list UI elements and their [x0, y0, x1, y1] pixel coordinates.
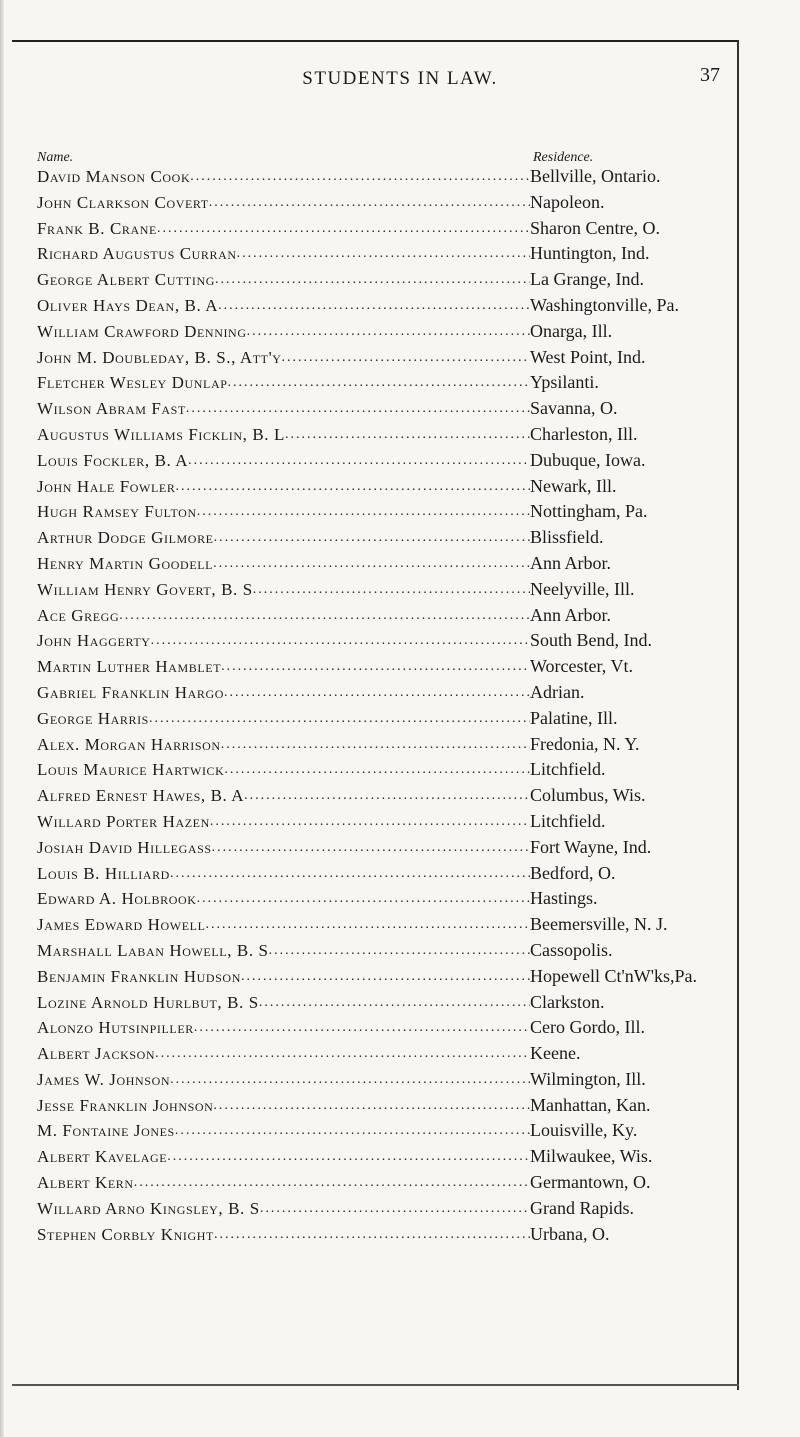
dot-leader	[247, 319, 530, 345]
student-residence: Worcester, Vt.	[530, 656, 633, 677]
dot-leader	[228, 370, 531, 396]
list-item	[37, 319, 757, 345]
student-name-cell	[37, 1170, 530, 1196]
dot-leader	[157, 216, 530, 242]
student-name: Louis Maurice Hartwick	[37, 760, 225, 780]
student-name-cell	[37, 267, 530, 293]
list-item	[37, 964, 757, 990]
student-residence: Litchfield.	[530, 810, 606, 831]
list-item	[37, 938, 757, 964]
student-residence: Ann Arbor.	[530, 552, 611, 573]
student-residence: Keene.	[530, 1043, 581, 1064]
list-item	[37, 757, 757, 783]
dot-leader	[134, 1170, 530, 1196]
list-item	[37, 912, 757, 938]
dot-leader	[214, 1222, 530, 1248]
list-item	[37, 396, 757, 422]
student-name-cell	[37, 809, 530, 835]
student-name-cell	[37, 680, 530, 706]
column-header-residence: Residence.	[533, 150, 594, 165]
student-name-cell	[37, 886, 530, 912]
list-item	[37, 783, 757, 809]
student-name: Marshall Laban Howell, B. S	[37, 940, 269, 960]
dot-leader	[269, 938, 530, 964]
list-item	[37, 499, 757, 525]
student-name-cell	[37, 990, 530, 1016]
list-item	[37, 1118, 757, 1144]
student-name-cell	[37, 757, 530, 783]
list-item	[37, 164, 757, 190]
student-name: Louis B. Hilliard	[37, 863, 170, 883]
dot-leader	[213, 551, 530, 577]
student-name-cell	[37, 964, 530, 990]
dot-leader	[215, 267, 530, 293]
student-name: Ace Gregg	[37, 605, 120, 625]
student-residence: Savanna, O.	[530, 398, 618, 419]
dot-leader	[221, 654, 530, 680]
list-item	[37, 216, 757, 242]
dot-leader	[190, 164, 530, 190]
student-name: Alonzo Hutsinpiller	[37, 1018, 194, 1038]
student-name: William Henry Govert, B. S	[37, 579, 253, 599]
running-head: STUDENTS IN LAW.	[302, 68, 498, 89]
student-residence: Charleston, Ill.	[530, 423, 638, 444]
student-name-cell	[37, 938, 530, 964]
list-item	[37, 422, 757, 448]
student-residence: Bellville, Ontario.	[530, 166, 661, 186]
student-residence: Blissfield.	[530, 527, 604, 548]
student-residence: Fredonia, N. Y.	[530, 733, 640, 754]
student-residence: Nottingham, Pa.	[530, 501, 648, 522]
student-name: Augustus Williams Ficklin, B. L	[37, 424, 285, 444]
dot-leader	[170, 1067, 530, 1093]
student-residence: Litchfield.	[530, 759, 606, 780]
list-item	[37, 1196, 757, 1222]
student-name-cell	[37, 345, 530, 371]
list-item	[37, 861, 757, 887]
dot-leader	[259, 990, 530, 1016]
dot-leader	[197, 886, 530, 912]
student-residence: West Point, Ind.	[530, 346, 646, 367]
dot-leader	[237, 241, 530, 267]
student-residence: Palatine, Ill.	[530, 707, 618, 728]
student-residence: Urbana, O.	[530, 1223, 610, 1244]
student-name: David Manson Cook	[37, 167, 191, 186]
student-residence: Milwaukee, Wis.	[530, 1146, 653, 1167]
student-name-cell	[37, 1118, 530, 1144]
student-name: Josiah David Hillegass	[37, 837, 212, 857]
student-residence: Grand Rapids.	[530, 1197, 634, 1218]
dot-leader	[241, 964, 530, 990]
student-name-cell	[37, 912, 530, 938]
list-item	[37, 525, 757, 551]
student-residence: Onarga, Ill.	[530, 320, 613, 341]
list-item	[37, 706, 757, 732]
student-name-cell	[37, 654, 530, 680]
dot-leader	[167, 1144, 530, 1170]
student-residence: Hopewell Ct'nW'ks,Pa.	[530, 965, 697, 986]
dot-leader	[218, 293, 530, 319]
student-residence: Adrian.	[530, 681, 585, 702]
list-item	[37, 1222, 757, 1248]
student-name-cell	[37, 448, 530, 474]
student-name-cell	[37, 861, 530, 887]
dot-leader	[210, 809, 530, 835]
student-name: John M. Doubleday, B. S., Att'y	[37, 347, 282, 367]
student-name-cell	[37, 1015, 530, 1041]
student-name: William Crawford Denning	[37, 321, 247, 341]
dot-leader	[151, 628, 530, 654]
student-name: Martin Luther Hamblet	[37, 657, 222, 677]
dot-leader	[175, 474, 530, 500]
student-name-cell	[37, 319, 530, 345]
list-item	[37, 1067, 757, 1093]
student-residence: Napoleon.	[530, 191, 605, 212]
student-residence: Louisville, Ky.	[530, 1120, 638, 1141]
bottom-rule	[12, 1384, 739, 1386]
student-name: Edward A. Holbrook	[37, 889, 197, 909]
list-item	[37, 809, 757, 835]
student-name: Gabriel Franklin Hargo	[37, 682, 225, 702]
dot-leader	[186, 396, 530, 422]
student-residence: Newark, Ill.	[530, 475, 617, 496]
list-item	[37, 345, 757, 371]
student-name-cell	[37, 1041, 530, 1067]
dot-leader	[282, 345, 530, 371]
student-name: Lozine Arnold Hurlbut, B. S	[37, 992, 259, 1012]
student-name: Benjamin Franklin Hudson	[37, 966, 241, 986]
student-name-cell	[37, 1222, 530, 1248]
student-name-cell	[37, 216, 530, 242]
student-residence: Beemersville, N. J.	[530, 914, 668, 935]
student-residence: Ann Arbor.	[530, 604, 611, 625]
student-name-cell	[37, 835, 530, 861]
student-name: Fletcher Wesley Dunlap	[37, 373, 228, 393]
column-header-name: Name.	[37, 150, 74, 165]
student-name: Jesse Franklin Johnson	[37, 1095, 214, 1115]
list-item	[37, 1015, 757, 1041]
student-name-cell	[37, 732, 530, 758]
student-name-cell	[37, 577, 530, 603]
student-name: Louis Fockler, B. A	[37, 450, 189, 470]
dot-leader	[224, 757, 530, 783]
student-name: M. Fontaine Jones	[37, 1121, 175, 1141]
dot-leader	[206, 912, 531, 938]
student-name-cell	[37, 499, 530, 525]
list-item	[37, 886, 757, 912]
list-item	[37, 680, 757, 706]
student-residence: Sharon Centre, O.	[530, 217, 660, 238]
student-name: Frank B. Crane	[37, 218, 157, 238]
list-item	[37, 603, 757, 629]
student-name: Henry Martin Goodell	[37, 553, 214, 573]
list-item	[37, 732, 757, 758]
student-name-cell	[37, 370, 530, 396]
page-edge	[0, 0, 4, 1437]
dot-leader	[214, 525, 530, 551]
dot-leader	[197, 499, 530, 525]
student-residence: Cero Gordo, Ill.	[530, 1017, 645, 1038]
student-residence: Clarkston.	[530, 991, 605, 1012]
dot-leader	[194, 1015, 530, 1041]
student-residence: Washingtonville, Pa.	[530, 294, 680, 315]
student-name: Stephen Corbly Knight	[37, 1224, 214, 1244]
dot-leader	[260, 1196, 530, 1222]
list-item	[37, 835, 757, 861]
student-name: George Albert Cutting	[37, 270, 215, 290]
dot-leader	[209, 190, 530, 216]
student-name: Oliver Hays Dean, B. A	[37, 295, 219, 315]
list-item	[37, 1041, 757, 1067]
list-item	[37, 267, 757, 293]
student-name: Wilson Abram Fast	[37, 399, 186, 419]
student-residence: Dubuque, Iowa.	[530, 449, 646, 470]
student-list	[37, 164, 757, 1247]
student-name-cell	[37, 164, 530, 190]
dot-leader	[149, 706, 530, 732]
student-name-cell	[37, 551, 530, 577]
dot-leader	[188, 448, 530, 474]
list-item	[37, 293, 757, 319]
student-name: John Haggerty	[37, 631, 151, 651]
student-name-cell	[37, 422, 530, 448]
student-name-cell	[37, 1144, 530, 1170]
dot-leader	[155, 1041, 530, 1067]
student-name-cell	[37, 293, 530, 319]
student-name: Willard Arno Kingsley, B. S	[37, 1198, 260, 1218]
list-item	[37, 370, 757, 396]
list-item	[37, 448, 757, 474]
student-name: Hugh Ramsey Fulton	[37, 502, 197, 522]
student-residence: Ypsilanti.	[530, 372, 599, 393]
student-name-cell	[37, 241, 530, 267]
student-name: John Hale Fowler	[37, 476, 176, 496]
student-residence: Hastings.	[530, 888, 598, 909]
student-name-cell	[37, 1067, 530, 1093]
student-name: James W. Johnson	[37, 1069, 171, 1089]
student-name: James Edward Howell	[37, 915, 206, 935]
dot-leader	[285, 422, 530, 448]
dot-leader	[221, 732, 530, 758]
student-residence: Germantown, O.	[530, 1172, 651, 1193]
student-residence: Columbus, Wis.	[530, 785, 646, 806]
student-residence: Fort Wayne, Ind.	[530, 836, 652, 857]
dot-leader	[213, 1093, 530, 1119]
dot-leader	[212, 835, 530, 861]
student-name-cell	[37, 525, 530, 551]
student-name: Albert Jackson	[37, 1044, 156, 1064]
dot-leader	[224, 680, 530, 706]
list-item	[37, 1093, 757, 1119]
dot-leader	[170, 861, 530, 887]
student-name-cell	[37, 628, 530, 654]
list-item	[37, 474, 757, 500]
dot-leader	[244, 783, 530, 809]
student-residence: South Bend, Ind.	[530, 630, 653, 651]
student-name-cell	[37, 1093, 530, 1119]
student-name-cell	[37, 190, 530, 216]
student-name: Arthur Dodge Gilmore	[37, 528, 214, 548]
student-name: John Clarkson Covert	[37, 192, 209, 212]
list-item	[37, 551, 757, 577]
student-name-cell	[37, 706, 530, 732]
student-residence: Cassopolis.	[530, 939, 613, 960]
list-item	[37, 190, 757, 216]
student-name: Willard Porter Hazen	[37, 811, 210, 831]
student-name-cell	[37, 474, 530, 500]
student-name: Richard Augustus Curran	[37, 244, 237, 264]
student-name-cell	[37, 396, 530, 422]
list-item	[37, 1170, 757, 1196]
list-item	[37, 577, 757, 603]
dot-leader	[119, 603, 530, 629]
student-residence: Bedford, O.	[530, 862, 616, 883]
student-name-cell	[37, 603, 530, 629]
dot-leader	[253, 577, 530, 603]
student-name: George Harris	[37, 708, 149, 728]
student-name: Albert Kern	[37, 1173, 134, 1193]
list-item	[37, 628, 757, 654]
list-item	[37, 1144, 757, 1170]
student-name: Albert Kavelage	[37, 1147, 168, 1167]
student-name-cell	[37, 783, 530, 809]
page-number: 37	[700, 64, 720, 86]
student-name-cell	[37, 1196, 530, 1222]
dot-leader	[175, 1118, 530, 1144]
list-item	[37, 241, 757, 267]
student-residence: Manhattan, Kan.	[530, 1094, 651, 1115]
student-name: Alfred Ernest Hawes, B. A	[37, 786, 245, 806]
student-residence: Wilmington, Ill.	[530, 1068, 646, 1089]
student-residence: Huntington, Ind.	[530, 243, 650, 264]
student-residence: Neelyville, Ill.	[530, 578, 635, 599]
student-name: Alex. Morgan Harrison	[37, 734, 221, 754]
list-item	[37, 654, 757, 680]
list-item	[37, 990, 757, 1016]
student-residence: La Grange, Ind.	[530, 269, 644, 290]
